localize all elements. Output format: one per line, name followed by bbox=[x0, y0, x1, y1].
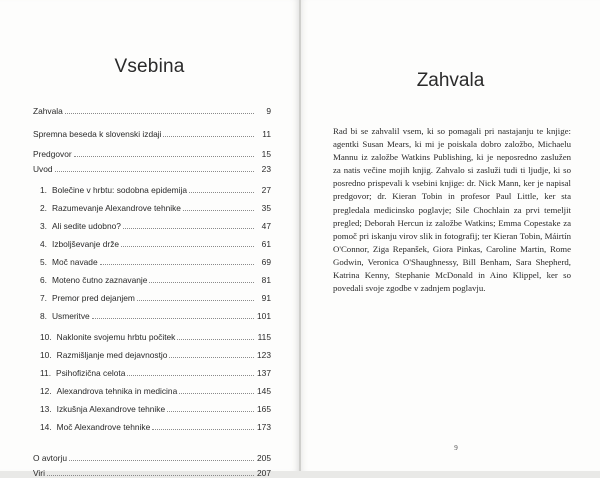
toc-entry-label: O avtorju bbox=[33, 453, 67, 463]
toc-entry-number: 11. bbox=[40, 368, 52, 378]
toc-leader-dots bbox=[179, 392, 254, 394]
toc-entry bbox=[40, 273, 271, 285]
toc-leader-dots bbox=[169, 356, 254, 358]
toc-entry-number: 7. bbox=[40, 293, 47, 303]
toc-entry bbox=[40, 402, 271, 414]
toc-entry-number: 6. bbox=[40, 275, 47, 285]
toc-entry-label: Zahvala bbox=[33, 106, 63, 116]
toc-entry-page: 61 bbox=[261, 239, 271, 249]
toc-entry-number: 13. bbox=[40, 404, 52, 414]
toc-entry-label: Izboljševanje drže bbox=[52, 239, 120, 249]
toc-leader-dots bbox=[121, 245, 254, 247]
toc-entry bbox=[40, 183, 271, 195]
toc-entry-number: 5. bbox=[40, 257, 47, 267]
toc-leader-dots bbox=[152, 428, 254, 430]
toc-entry-page: 145 bbox=[257, 386, 271, 396]
toc-entry-page: 47 bbox=[261, 221, 271, 231]
toc-leader-dots bbox=[183, 209, 254, 211]
toc-entry bbox=[40, 309, 271, 321]
toc-entry bbox=[33, 127, 271, 139]
toc-leader-dots bbox=[55, 170, 254, 172]
toc-entry bbox=[40, 384, 271, 396]
toc-leader-dots bbox=[189, 191, 254, 193]
toc-entry-label: Razmišljanje med dejavnostjo bbox=[56, 350, 168, 360]
toc-entry-number: 1. bbox=[40, 185, 47, 195]
toc-entry bbox=[40, 348, 271, 360]
toc-entry bbox=[40, 366, 271, 378]
toc-entry-label: Alexandrova tehnika in medicina bbox=[56, 386, 178, 396]
toc-leader-dots bbox=[74, 155, 254, 157]
toc-entry bbox=[40, 219, 271, 231]
toc-entry-page: 27 bbox=[261, 185, 271, 195]
toc-entry-page: 81 bbox=[261, 275, 271, 285]
toc-entry bbox=[40, 237, 271, 249]
toc-entry-number: 10. bbox=[40, 350, 52, 360]
toc-entry-label: Spremna beseda k slovenski izdaji bbox=[33, 129, 162, 139]
toc-entry-label: Bolečine v hrbtu: sodobna epidemija bbox=[52, 185, 188, 195]
toc-entry bbox=[40, 255, 271, 267]
acknowledgements-text: Rad bi se zahvalil vsem, ki so pomagali pri nastajanju te knjige: agentki Susan Mears, ki mi je poiskala dobro založbo, Michaelu Mannu iz založbe Watkins Publishing, ki je neposredno zaslužen za natis večine mojih knjig. Zahvalo si zasluži tudi ti ljudje, ki so posredno prispevali k vsebini knjige: dr. Nick Mann, ker je napisal predgovor; dr. Kieran Tobin in profesor Paul Little, ker sta pregledala medicinsko poglavje; Sile Chochlain za prvi temeljit pregled; Deborah Hercun iz založbe Watkins; Emma Copestake za pomoč pri iskanju virov slik in fotografij; ter Kieran Tobin, Máirtín O'Connor, Ziga Repanšek, Giora Pinkas, Caroline Martin, Rome Godwin, Veronica O'Shaughnessy, Bill Benham, Sara Shepherd, Katrina Kenny, Stephanie McDonald in Aino Klippel, ker so povedali svoje zgodbe v zadnjem poglavju. bbox=[333, 126, 571, 294]
toc-entry-number: 14. bbox=[40, 422, 52, 432]
toc-entry-page: 23 bbox=[261, 164, 271, 174]
toc-entry-page: 205 bbox=[257, 453, 271, 463]
toc-entry-number: 12. bbox=[40, 386, 52, 396]
toc-leader-dots bbox=[65, 112, 254, 114]
toc-leader-dots bbox=[137, 299, 254, 301]
toc-entry-label: Predgovor bbox=[33, 149, 72, 159]
toc-leader-dots bbox=[92, 317, 254, 319]
toc-leader-dots bbox=[127, 374, 254, 376]
toc-leader-dots bbox=[177, 338, 254, 340]
toc-entry-label: Naklonite svojemu hrbtu počitek bbox=[56, 332, 176, 342]
toc-entry-page: 115 bbox=[257, 332, 271, 342]
toc-leader-dots bbox=[47, 474, 254, 476]
toc-entry bbox=[33, 451, 271, 463]
toc-entry-label: Premor pred dejanjem bbox=[52, 293, 135, 303]
toc-entry bbox=[40, 330, 271, 342]
toc-entry bbox=[33, 147, 271, 159]
toc-leader-dots bbox=[123, 227, 254, 229]
toc-entry-page: 137 bbox=[257, 368, 271, 378]
toc-entry-label: Usmeritve bbox=[52, 311, 90, 321]
toc-entry-label: Moč Alexandrove tehnike bbox=[56, 422, 151, 432]
toc-entry-number: 3. bbox=[40, 221, 47, 231]
toc-entry-number: 8. bbox=[40, 311, 47, 321]
toc-entry-label: Uvod bbox=[33, 164, 53, 174]
toc-entry-label: Izkušnja Alexandrove tehnike bbox=[56, 404, 166, 414]
toc-entry bbox=[33, 104, 271, 116]
toc-leader-dots bbox=[167, 410, 254, 412]
toc-leader-dots bbox=[100, 263, 254, 265]
toc-title: Vsebina bbox=[114, 56, 185, 77]
toc-entry-label: Moteno čutno zaznavanje bbox=[52, 275, 148, 285]
toc-entry-label: Viri bbox=[33, 468, 45, 478]
toc-entry-label: Ali sedite udobno? bbox=[52, 221, 121, 231]
toc-entry-number: 4. bbox=[40, 239, 47, 249]
acknowledgements-title: Zahvala bbox=[416, 70, 485, 91]
toc-entry-page: 173 bbox=[257, 422, 271, 432]
toc-entry-page: 15 bbox=[261, 149, 271, 159]
toc-entry bbox=[33, 466, 271, 478]
toc-entry-page: 207 bbox=[257, 468, 271, 478]
toc-leader-dots bbox=[149, 281, 254, 283]
toc-entry-page: 69 bbox=[261, 257, 271, 267]
toc-entry-page: 35 bbox=[261, 203, 271, 213]
toc-entry-page: 11 bbox=[262, 129, 271, 139]
toc-entry-page: 9 bbox=[266, 106, 271, 116]
toc-entry-number: 2. bbox=[40, 203, 47, 213]
toc-entry-page: 101 bbox=[257, 311, 271, 321]
toc-entry-page: 165 bbox=[257, 404, 271, 414]
toc-entry-label: Psihofizična celota bbox=[56, 368, 126, 378]
toc-entry-page: 91 bbox=[261, 293, 271, 303]
toc-entry bbox=[40, 291, 271, 303]
toc-entry bbox=[40, 420, 271, 432]
toc-entry-label: Moč navade bbox=[52, 257, 98, 267]
toc-entry-label: Razumevanje Alexandrove tehnike bbox=[52, 203, 181, 213]
toc-leader-dots bbox=[163, 135, 254, 137]
toc-entry-number: 10. bbox=[40, 332, 52, 342]
page-number: 9 bbox=[454, 444, 458, 452]
toc-entry-page: 123 bbox=[257, 350, 271, 360]
toc-leader-dots bbox=[69, 459, 254, 461]
toc-entry bbox=[40, 201, 271, 213]
toc-entry bbox=[33, 162, 271, 174]
